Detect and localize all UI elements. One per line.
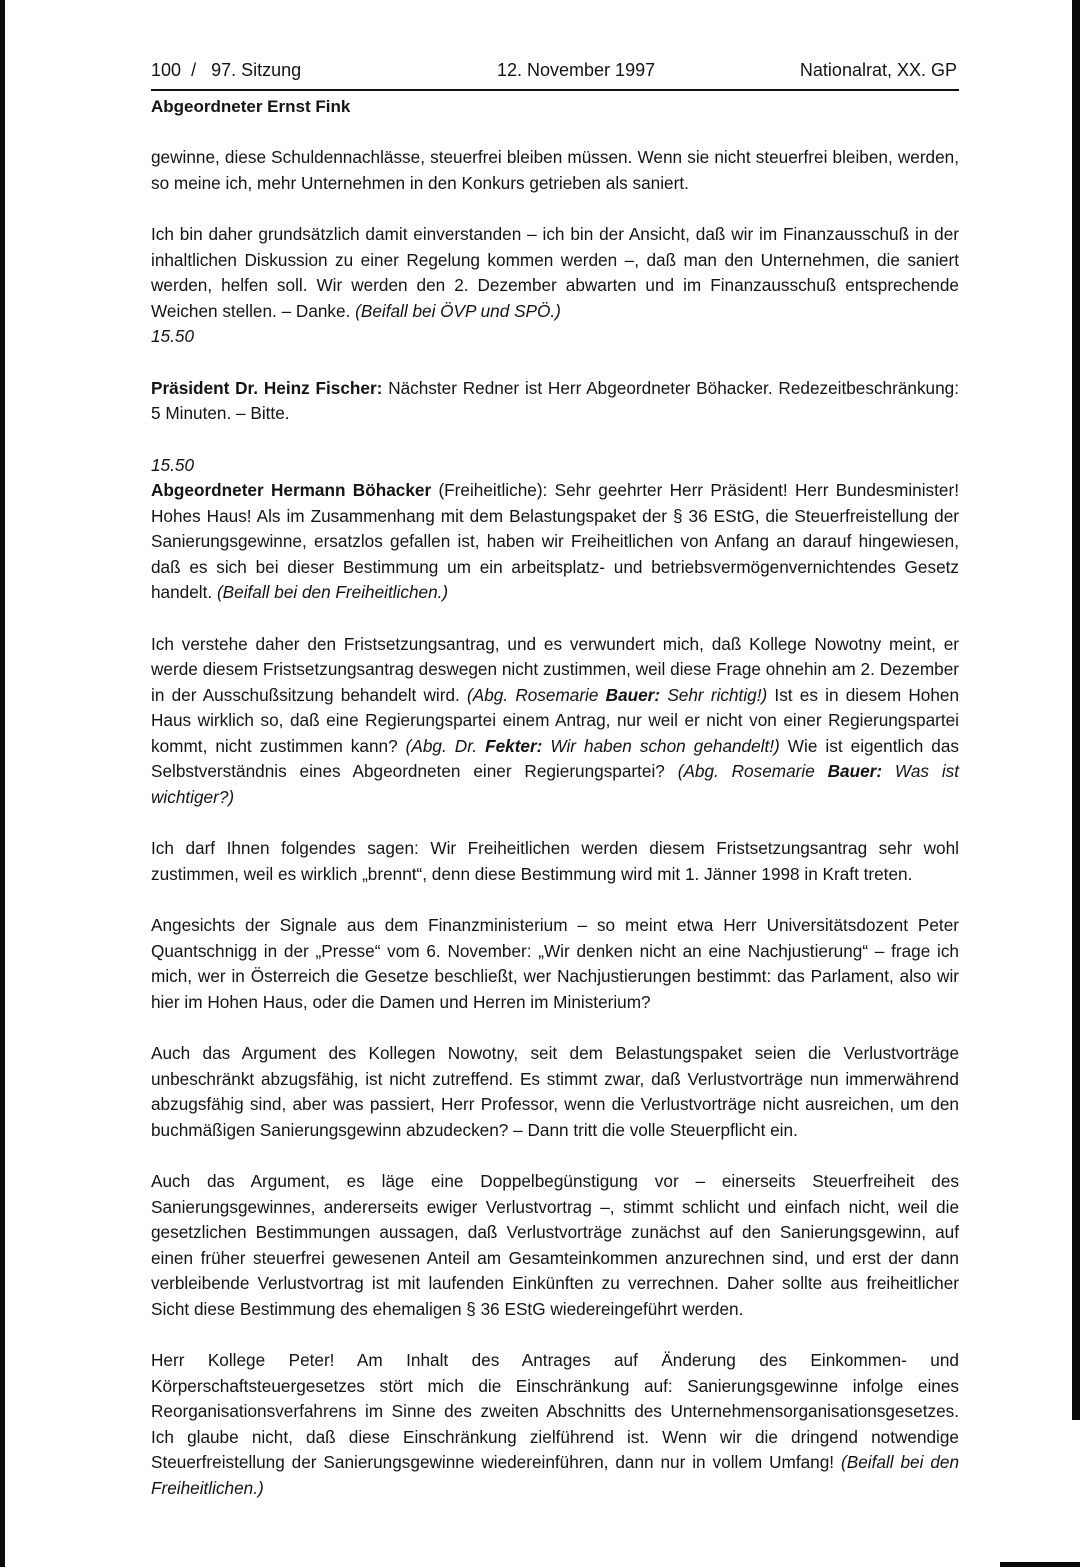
header-rule [151, 89, 959, 91]
interjection-prefix: (Abg. Rosemarie [677, 761, 828, 781]
p5-text-b: Ist es in diesem Hohen Haus wirklich so, daß eine Regierungspartei einem Antrag, nur weil er nicht von einer Regierungspartei kommt, nicht zustimmen kann? [151, 684, 960, 756]
interjection-name: Bauer: [827, 761, 883, 781]
header-page-session [151, 60, 301, 81]
interjection-text: Sehr richtig!) [660, 684, 768, 705]
p5-text-c: Wie ist eigentlich das Selbstverständnis eines Abgeordneten einer Regierungspartei? [151, 735, 959, 781]
paragraph-7: Angesichts der Signale aus dem Finanzministerium – so meint etwa Herr Universitätsdozent Peter Quantschnigg in der „Presse“ vom 6. November: „Wir denken nicht an eine Nachjustierung“ – frage ich mich, wer in Österreich die Gesetze beschließt, wer Nachjustierungen bestimmt: das Parlament, also wir hier im Hohen Haus, oder die Damen und Herren im Ministerium? [151, 915, 959, 1012]
applause-note: (Beifall bei den Freiheitlichen.) [151, 1452, 960, 1498]
speaker-party: (Freiheitliche): [438, 480, 548, 500]
interjection-bauer-1 [467, 685, 767, 705]
interjection-text: Wir haben schon gehandelt!) [542, 735, 780, 756]
paragraph-2 [151, 222, 959, 350]
interjection-text: Was ist wichtiger?) [151, 761, 960, 807]
paragraph-10-text: Herr Kollege Peter! Am Inhalt des Antrages auf Änderung des Einkommen- und Körperschaftsteuergesetzes stört mich die Einschränkung auf: Sanierungsgewinne infolge eines Reorganisationsverfahrens im Sinne des zweiten Abschnitts des Unternehmensorganisationsgesetzes. Ich glaube nicht, daß diese Einschränkung zielführend ist. Wenn wir die dringend notwendige Steuerfreistellung der Sanierungsgewinne wiedereinführen, dann nur in vollem Umfang! [151, 1350, 959, 1472]
interjection-prefix: (Abg. Dr. [405, 735, 486, 756]
page-number: 100 [151, 60, 182, 80]
paragraph-5 [151, 632, 959, 811]
speaker-president: Präsident Dr. Heinz Fischer: [151, 377, 383, 398]
page-header [151, 60, 959, 86]
session-number: 97. Sitzung [211, 60, 302, 80]
paragraph-10 [151, 1348, 959, 1501]
scan-border-bottom [1000, 1562, 1080, 1567]
paragraph-8: Auch das Argument des Kollegen Nowotny, seit dem Belastungspaket seien die Verlustvorträge unbeschränkt abzugsfähig, ist nicht zutreffend. Es stimmt zwar, daß Verlustvorträge nun immerwährend abzugsfähig sind, aber was passiert, Herr Professor, wenn die Verlustvorträge nicht ausreichen, um den buchmäßigen Sanierungsgewinn abzudecken? – Dann tritt die volle Steuerpflicht ein. [151, 1043, 959, 1140]
speaker-bohacker: Abgeordneter Hermann Böhacker [151, 480, 432, 500]
scan-border-left [0, 0, 5, 1567]
running-speaker: Abgeordneter Ernst Fink [151, 97, 351, 116]
bohacker-text: Sehr geehrter Herr Präsident! Herr Bundesminister! Hohes Haus! Als im Zusammenhang mit dem Belastungspaket der § 36 EStG, die Steuerfreistellung der Sanierungsgewinne, ersatzlos gefallen ist, haben wir Freiheitlichen von Anfang an darauf hingewiesen, daß es sich bei dieser Bestimmung um ein arbeitsplatz- und betriebsvermögenvernichtendes Gesetz handelt. [151, 480, 959, 602]
paragraph-1: gewinne, diese Schuldennachlässe, steuerfrei bleiben müssen. Wenn sie nicht steuerfrei bleiben, werden, so meine ich, mehr Unternehmen in den Konkurs getrieben als saniert. [151, 147, 959, 193]
scan-border-right [1072, 0, 1080, 1420]
paragraph-bohacker-intro [151, 453, 959, 606]
document-body [151, 145, 959, 1501]
interjection-name: Fekter: [485, 735, 543, 756]
interjection-prefix: (Abg. Rosemarie [467, 684, 606, 705]
paragraph-6: Ich darf Ihnen folgendes sagen: Wir Freiheitlichen werden diesem Fristsetzungsantrag sehr wohl zustimmen, weil es wirklich „brennt“, denn diese Bestimmung wird mit 1. Jänner 1998 in Kraft treten. [151, 838, 959, 884]
paragraph-2-text: Ich bin daher grundsätzlich damit einverstanden – ich bin der Ansicht, daß wir im Finanzausschuß in der inhaltlichen Diskussion zu einer Regelung kommen werden –, daß man den Unternehmen, die saniert werden, helfen soll. Wir werden den 2. Dezember abwarten und im Finanzausschuß entsprechende Weichen stellen. – Danke. [151, 224, 959, 321]
interjection-name: Bauer: [605, 684, 661, 705]
header-body: Nationalrat, XX. GP [799, 60, 957, 80]
applause-note: (Beifall bei ÖVP und SPÖ.) [355, 300, 561, 321]
interjection-fekter [406, 736, 780, 756]
president-text: Nächster Redner ist Herr Abgeordneter Böhacker. Redezeitbeschränkung: 5 Minuten. – Bitte. [151, 377, 960, 423]
header-separator: / [191, 60, 197, 80]
timestamp: 15.50 [151, 326, 195, 346]
applause-note: (Beifall bei den Freiheitlichen.) [216, 582, 449, 602]
p5-text-a: Ich verstehe daher den Fristsetzungsantrag, und es verwundert mich, daß Kollege Nowotny meint, er werde diesem Fristsetzungsantrag deswegen nicht zustimmen, weil diese Frage ohnehin am 2. Dezember in der Ausschußsitzung behandelt wird. [151, 633, 959, 705]
paragraph-president [151, 376, 959, 427]
paragraph-9: Auch das Argument, es läge eine Doppelbegünstigung vor – einerseits Steuerfreiheit des Sanierungsgewinnes, andererseits ewiger Verlustvortrag –, stimmt schlicht und einfach nicht, weil die gesetzlichen Bestimmungen aussagen, daß Verlustvorträge zunächst auf den Sanierungsgewinn, auf einen früher steuerfrei gewesenen Anteil am Gesamteinkommen anzurechnen sind, und erst der dann verbleibende Verlustvortrag ist mit laufenden Einkünften zu verrechnen. Daher sollte aus freiheitlicher Sicht diese Bestimmung des ehemaligen § 36 EStG wiedereingeführt werden. [151, 1171, 959, 1319]
timestamp: 15.50 [151, 454, 195, 475]
header-date: 12. November 1997 [497, 60, 656, 80]
